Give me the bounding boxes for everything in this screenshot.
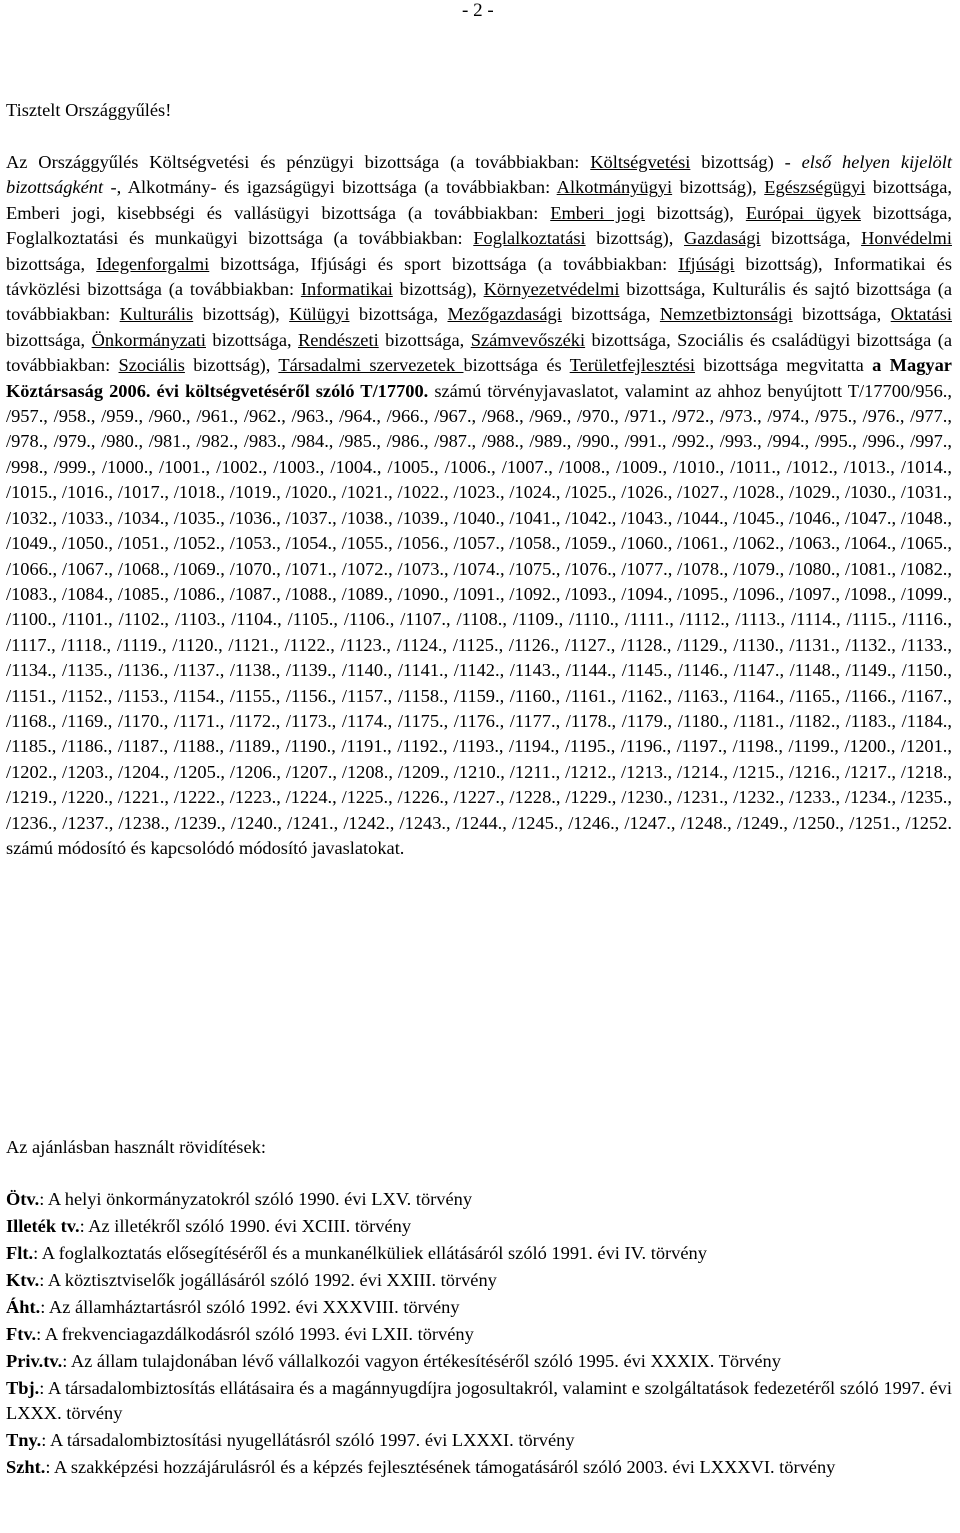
- text-segment: bizottság), Informatikai és távközlési bizottsága (a továbbiakban:: [6, 253, 953, 300]
- abbreviation-definition: : A társadalombiztosítás ellátásaira és a magánnyugdíjra jogosultakról, valamint e szolgáltatások fedezetéről szóló 1997. évi LXXX. törvény: [6, 1378, 952, 1424]
- text-segment: , Alkotmány- és igazságügyi bizottsága (a továbbiakban:: [116, 177, 557, 198]
- abbreviation-term: Áht.: [6, 1297, 41, 1317]
- committee-abbr: Rendészeti: [298, 329, 379, 350]
- committee-abbr: Ifjúsági: [678, 253, 735, 274]
- text-segment: bizottsága, Szociális és családügyi bizottsága (a továbbiakban:: [6, 329, 952, 376]
- text-segment: bizottsága,: [760, 228, 862, 249]
- text-segment: bizottság),: [672, 177, 765, 198]
- text-segment: bizottsága,: [561, 304, 660, 325]
- abbreviation-term: Ktv.: [6, 1270, 40, 1290]
- committee-abbr: Honvédelmi: [861, 228, 952, 249]
- abbreviation-definition: : A szakképzési hozzájárulásról és a képzés fejlesztésének támogatásáról szóló 2003. évi LXXXVI. törvény: [45, 1457, 836, 1478]
- main-paragraph: [6, 150, 952, 861]
- committee-abbr: Gazdasági: [684, 228, 761, 249]
- abbreviation-item: [6, 1214, 952, 1239]
- abbreviation-term: Ötv.: [6, 1189, 40, 1209]
- abbreviation-definition: : Az államháztartásról szóló 1992. évi XXXVIII. törvény: [40, 1297, 460, 1317]
- committee-abbr: Mezőgazdasági: [447, 304, 562, 325]
- text-segment: bizottsága,: [6, 253, 97, 274]
- abbreviation-item: [6, 1187, 952, 1212]
- text-segment: bizottsága, Foglalkoztatási és munkaügyi bizottsága (a továbbiakban:: [6, 202, 952, 249]
- text-segment: bizottsága,: [792, 304, 891, 325]
- abbreviation-term: Tbj.: [6, 1378, 40, 1398]
- committee-abbr: Társadalmi szervezetek: [278, 355, 464, 376]
- abbreviation-item: [6, 1376, 952, 1427]
- committee-abbr: Környezetvédelmi: [483, 279, 620, 300]
- text-segment: bizottsága, Ifjúsági és sport bizottsága (a továbbiakban:: [209, 253, 679, 274]
- committee-abbr: Alkotmányügyi: [556, 177, 673, 198]
- abbreviation-definition: : Az illetékről szóló 1990. évi XCIII. törvény: [79, 1216, 412, 1236]
- committee-abbr: Kulturális: [119, 304, 194, 325]
- committee-abbr: Emberi jogi: [550, 202, 645, 223]
- abbreviation-term: Illeték tv.: [6, 1216, 80, 1236]
- abbreviation-term: Priv.tv.: [6, 1351, 63, 1371]
- abbreviation-term: Tny.: [6, 1430, 42, 1451]
- text-segment: bizottsága,: [349, 304, 448, 325]
- committee-abbr: Egészségügyi: [764, 177, 866, 198]
- abbreviation-definition: : A frekvenciagazdálkodásról szóló 1993. évi LXII. törvény: [36, 1324, 474, 1344]
- text-segment: bizottsága,: [206, 329, 298, 350]
- abbreviation-definition: : A helyi önkormányzatokról szóló 1990. évi LXV. törvény: [39, 1189, 473, 1209]
- committee-abbr: Idegenforgalmi: [96, 253, 210, 274]
- abbreviation-definition: : A társadalombiztosítási nyugellátásról szóló 1997. évi LXXXI. törvény: [41, 1430, 575, 1451]
- committee-abbr: Költségvetési: [590, 152, 691, 172]
- abbreviation-item: [6, 1241, 952, 1266]
- committee-abbr: Európai ügyek: [745, 202, 861, 223]
- abbreviation-item: [6, 1295, 952, 1320]
- text-segment: bizottság) -: [690, 152, 802, 172]
- committee-abbr: Informatikai: [300, 279, 393, 300]
- committee-abbr: Önkormányzati: [91, 329, 206, 350]
- abbreviation-item: [6, 1455, 952, 1480]
- text-segment: bizottsága, Kulturális és sajtó bizottsága (a továbbiakban:: [6, 279, 952, 325]
- text-segment: bizottsága,: [378, 329, 471, 350]
- committee-abbr: Külügyi: [289, 304, 350, 325]
- text-segment: bizottsága,: [6, 329, 92, 350]
- abbreviation-definition: : A köztisztviselők jogállásáról szóló 1992. évi XXIII. törvény: [39, 1270, 497, 1290]
- abbreviation-definition: : A foglalkoztatás elősegítéséről és a munkanélküliek ellátásáról szóló 1991. évi IV. törvény: [33, 1243, 707, 1263]
- abbreviation-item: [6, 1322, 952, 1347]
- abbreviation-item: [6, 1428, 952, 1453]
- committee-abbr: Területfejlesztési: [569, 355, 696, 376]
- committee-abbr: Oktatási: [890, 304, 952, 325]
- text-segment: Az Országgyűlés Költségvetési és pénzügyi bizottsága (a továbbiakban:: [6, 152, 591, 172]
- committee-abbr: Számvevőszéki: [470, 329, 586, 350]
- amendment-list: számú törvényjavaslatot, valamint az ahhoz benyújtott T/17700/956., /957., /958., /959., /960., /961., /962., /963., /964., /966., /967., /968., /969., /970., /971., /972., /973., /974., /975., /976., /977., /978., /979., /980., /981., /982., /983., /984., /985., /986., /987., /988., /989., /990., /991., /992., /993., /994., /995., /996., /997., /998., /999., /1000., /1001., /1002., /1003., /1004., /1005., /1006., /1007., /1008., /1009., /1010., /1011., /1012., /1013., /1014., /1015., /1016., /1017., /1018., /1019., /1020., /1021., /1022., /1023., /1024., /1025., /1026., /1027., /1028., /1029., /1030., /1031., /1032., /1033., /1034., /1035., /1036., /1037., /1038., /1039., /1040., /1041., /1042., /1043., /1044., /1045., /1046., /1047., /1048., /1049., /1050., /1051., /1052., /1053., /1054., /1055., /1056., /1057., /1058., /1059., /1060., /1061., /1062., /1063., /1064., /1065., /1066., /1067., /1068., /1069., /1070., /1071., /1072., /1073., /1074., /1075., /1076., /1077., /1078., /1079., /1080., /1081., /1082., /1083., /1084., /1085., /1086., /1087., /1088., /1089., /1090., /1091., /1092., /1093., /1094., /1095., /1096., /1097., /1098., /1099., /1100., /1101., /1102., /1103., /1104., /1105., /1106., /1107., /1108., /1109., /1110., /1111., /1112., /1113., /1114., /1115., /1116., /1117., /1118., /1119., /1120., /1121., /1122., /1123., /1124., /1125., /1126., /1127., /1128., /1129., /1130., /1131., /1132., /1133., /1134., /1135., /1136., /1137., /1138., /1139., /1140., /1141., /1142., /1143., /1144., /1145., /1146., /1147., /1148., /1149., /1150., /1151., /1152., /1153., /1154., /1155., /1156., /1157., /1158., /1159., /1160., /1161., /1162., /1163., /1164., /1165., /1166., /1167., /1168., /1169., /1170., /1171., /1172., /1173., /1174., /1175., /1176., /1177., /1178., /1179., /1180., /1181., /1182., /1183., /1184., /1185., /1186., /1187., /1188., /1189., /1190., /1191., /1192., /1193., /1194., /1195., /1196., /1197., /1198., /1199., /1200., /1201., /1202., /1203., /1204., /1205., /1206., /1207., /1208., /1209., /1210., /1211., /1212., /1213., /1214., /1215., /1216., /1217., /1218., /1219., /1220., /1221., /1222., /1223., /1224., /1225., /1226., /1227., /1228., /1229., /1230., /1231., /1232., /1233., /1234., /1235., /1236., /1237., /1238., /1239., /1240., /1241., /1242., /1243., /1244., /1245., /1246., /1247., /1248., /1249., /1250., /1251., /1252. számú módosító és kapcsolódó módosító javaslatokat.: [6, 380, 952, 858]
- salutation: Tisztelt Országgyűlés!: [6, 100, 172, 120]
- abbreviations-list: [6, 1187, 952, 1482]
- text-segment: bizottsága és: [463, 355, 570, 376]
- abbreviation-item: [6, 1268, 952, 1293]
- abbreviations-heading: Az ajánlásban használt rövidítések:: [6, 1137, 266, 1157]
- text-segment: bizottság),: [644, 202, 746, 223]
- committee-abbr: Szociális: [118, 355, 185, 376]
- bill-title: a Magyar Köztársaság 2006. évi költségvetéséről szóló T/17700.: [6, 355, 952, 401]
- text-segment: bizottsága, Emberi jogi, kisebbségi és vallásügyi bizottsága (a továbbiakban:: [6, 177, 952, 223]
- text-segment: bizottság),: [585, 228, 685, 249]
- emphasis-text: első helyen kijelölt bizottságként -: [6, 152, 952, 198]
- page-number: - 2 -: [462, 0, 494, 21]
- abbreviation-item: [6, 1349, 952, 1374]
- abbreviation-term: Szht.: [6, 1457, 46, 1478]
- committee-abbr: Foglalkoztatási: [473, 228, 586, 249]
- text-segment: bizottság),: [392, 279, 484, 300]
- abbreviation-term: Ftv.: [6, 1324, 37, 1344]
- text-segment: bizottság),: [184, 355, 279, 376]
- text-segment: bizottsága megvitatta: [695, 355, 873, 376]
- committee-abbr: Nemzetbiztonsági: [659, 304, 793, 325]
- abbreviation-definition: : Az állam tulajdonában lévő vállalkozói vagyon értékesítéséről szóló 1995. évi XXXIX. Törvény: [62, 1351, 781, 1371]
- text-segment: bizottság),: [193, 304, 290, 325]
- abbreviation-term: Flt.: [6, 1243, 34, 1263]
